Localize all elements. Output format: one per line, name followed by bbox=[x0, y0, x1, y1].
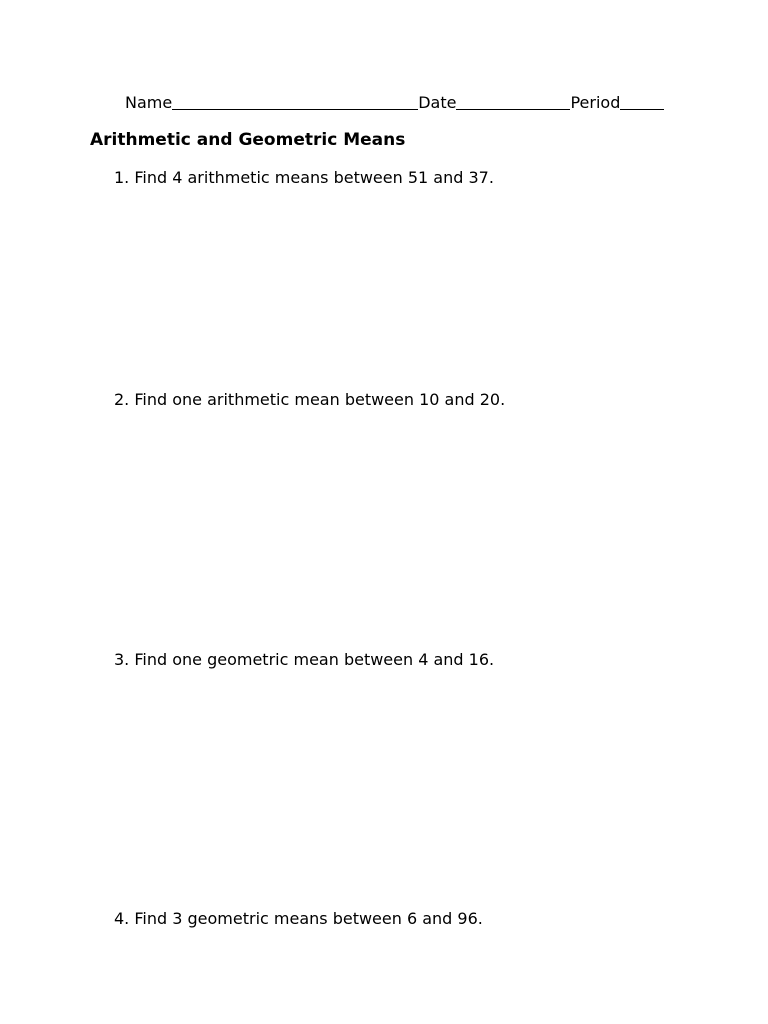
answer-space-1[interactable] bbox=[90, 195, 690, 375]
answer-space-3[interactable] bbox=[90, 677, 690, 897]
period-label: Period bbox=[570, 93, 621, 112]
question-1 bbox=[114, 167, 494, 189]
name-label: Name bbox=[125, 93, 173, 112]
question-number: 1. bbox=[114, 168, 130, 187]
question-2 bbox=[114, 389, 505, 411]
question-3 bbox=[114, 649, 494, 671]
question-text: Find one geometric mean between 4 and 16. bbox=[134, 650, 495, 669]
date-blank[interactable] bbox=[456, 93, 570, 110]
question-text: Find 4 arithmetic means between 51 and 37. bbox=[134, 168, 494, 187]
answer-space-4[interactable] bbox=[90, 936, 690, 1016]
date-label: Date bbox=[418, 93, 457, 112]
worksheet-title: Arithmetic and Geometric Means bbox=[90, 130, 406, 150]
name-blank[interactable] bbox=[172, 93, 418, 110]
question-number: 3. bbox=[114, 650, 130, 669]
question-text: Find 3 geometric means between 6 and 96. bbox=[134, 909, 483, 928]
header-fields bbox=[125, 92, 664, 114]
period-blank[interactable] bbox=[620, 93, 664, 110]
question-4 bbox=[114, 908, 483, 930]
answer-space-2[interactable] bbox=[90, 417, 690, 637]
question-text: Find one arithmetic mean between 10 and 20. bbox=[134, 390, 506, 409]
question-number: 4. bbox=[114, 909, 130, 928]
question-number: 2. bbox=[114, 390, 130, 409]
